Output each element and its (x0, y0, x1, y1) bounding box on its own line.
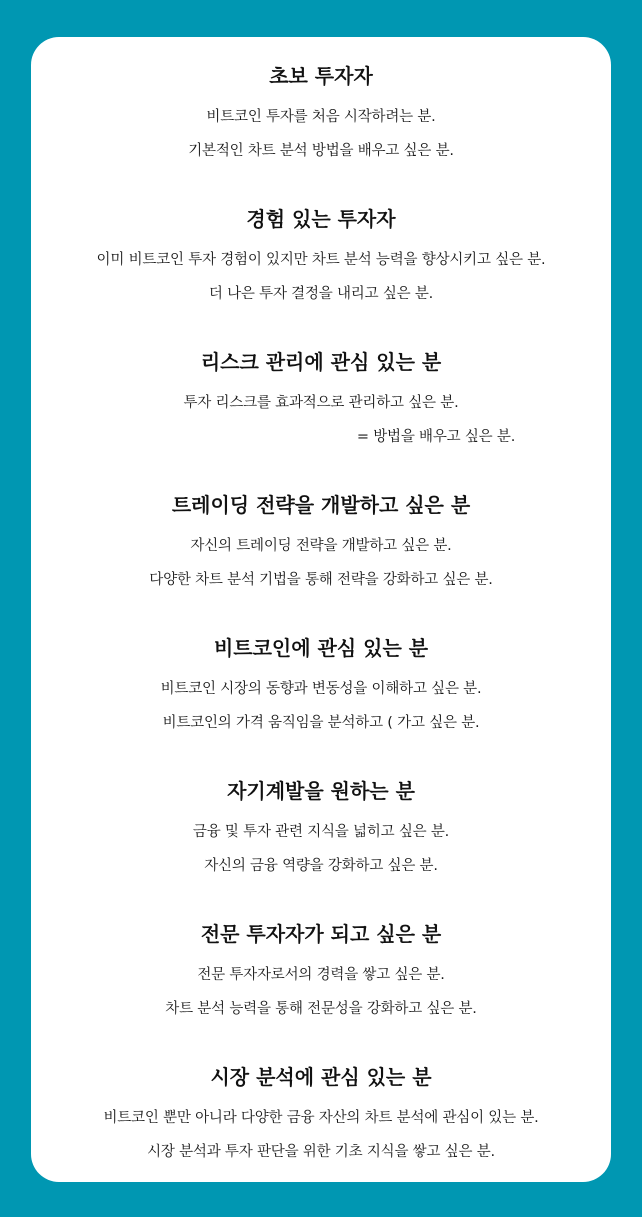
section-trading-strategy (31, 492, 611, 597)
section-risk-management (31, 349, 611, 454)
section-title: 비트코인에 관심 있는 분 (213, 636, 429, 660)
section-line: 다양한 차트 분석 기법을 통해 전략을 강화하고 싶은 분. (149, 572, 493, 588)
section-professional-investor (31, 921, 611, 1026)
section-line: 비트코인 투자를 처음 시작하려는 분. (206, 109, 436, 125)
section-line: 비트코인 뿐만 아니라 다양한 금융 자산의 차트 분석에 관심이 있는 분. (103, 1110, 539, 1126)
section-title: 자기계발을 원하는 분 (227, 779, 415, 803)
section-line: 더 나은 투자 결정을 내리고 싶은 분. (208, 286, 434, 302)
section-self-development (31, 778, 611, 883)
section-title: 초보 투자자 (269, 64, 373, 88)
section-line: 투자 리스크를 효과적으로 관리하고 싶은 분. (183, 395, 459, 411)
section-line: 금융 및 투자 관련 지식을 넓히고 싶은 분. (192, 824, 450, 840)
section-title: 트레이딩 전략을 개발하고 싶은 분 (171, 493, 471, 517)
section-experienced-investor (31, 206, 611, 311)
section-title: 시장 분석에 관심 있는 분 (210, 1065, 432, 1089)
section-line: 비트코인의 가격 움직임을 분석하고 ( 가고 싶은 분. (162, 715, 480, 731)
section-line: 시장 분석과 투자 판단을 위한 기초 지식을 쌓고 싶은 분. (147, 1144, 495, 1160)
section-line: 자신의 금융 역량을 강화하고 싶은 분. (204, 858, 438, 874)
section-title: 전문 투자자가 되고 싶은 분 (200, 922, 442, 946)
section-line: 기본적인 차트 분석 방법을 배우고 싶은 분. (188, 143, 454, 159)
section-title: 경험 있는 투자자 (246, 207, 396, 231)
section-title: 리스크 관리에 관심 있는 분 (200, 350, 442, 374)
section-line: = 방법을 배우고 싶은 분. (356, 429, 516, 445)
section-market-analysis (31, 1064, 611, 1169)
section-line: 비트코인 시장의 동향과 변동성을 이해하고 싶은 분. (160, 681, 482, 697)
section-beginner-investor (31, 63, 611, 168)
section-line: 전문 투자자로서의 경력을 쌓고 싶은 분. (197, 967, 445, 983)
section-line: 자신의 트레이딩 전략을 개발하고 싶은 분. (190, 538, 452, 554)
section-line: 이미 비트코인 투자 경험이 있지만 차트 분석 능력을 향상시키고 싶은 분. (96, 252, 546, 268)
section-line: 차트 분석 능력을 통해 전문성을 강화하고 싶은 분. (165, 1001, 477, 1017)
section-bitcoin-interest (31, 635, 611, 740)
content-card (31, 37, 611, 1182)
